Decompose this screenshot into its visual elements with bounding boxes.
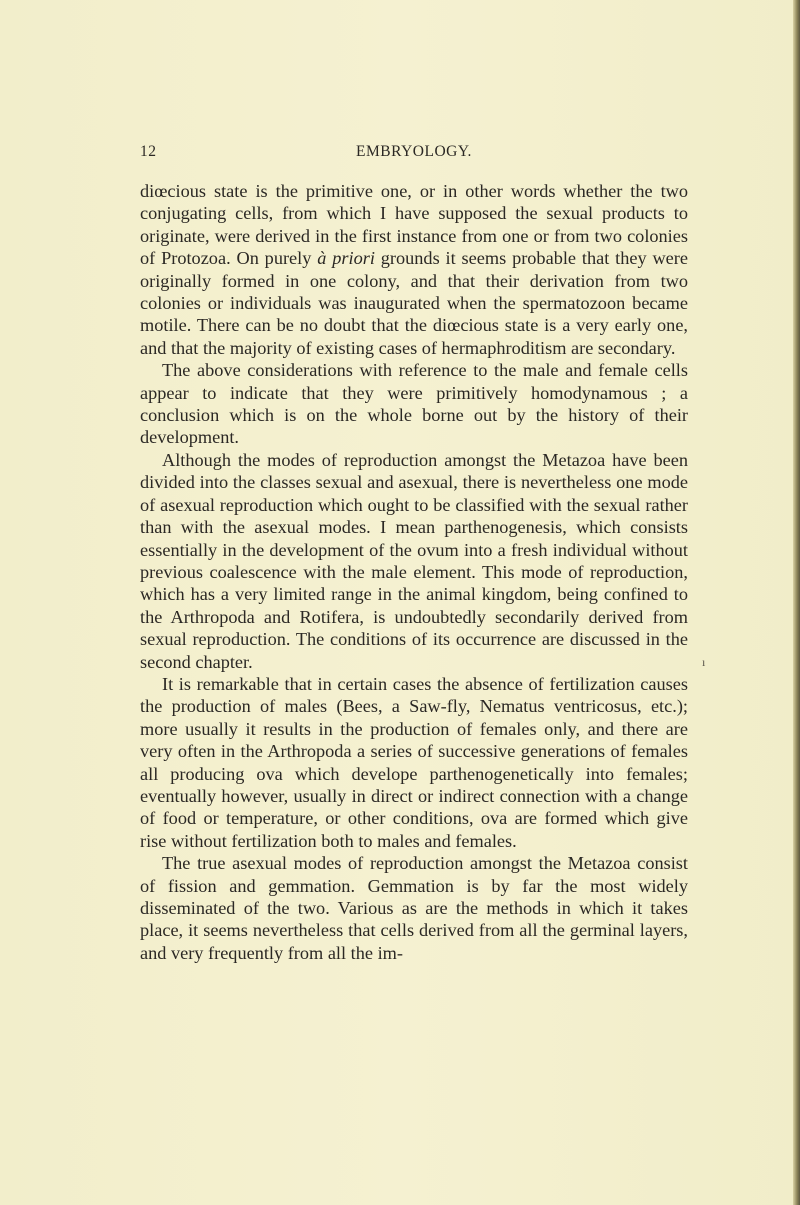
paragraph-1-text-b: grounds it seems probable that they were originally formed in one colony, and that their derivation from two colonies or individuals was inaugurated when the spermatozoon became motile. There can be no doubt that the diœcious state is a very early one, and that the majority of existing cases of hermaphroditism are secondary. bbox=[140, 248, 688, 358]
paragraph-5: The true asexual modes of reproduction amongst the Metazoa consist of fission and gemmation. Gemmation is by far the most widely disseminated of the two. Various as are the methods in which it takes place, it seems nevertheless that cells derived from all the germinal layers, and very frequently from all the im- bbox=[140, 853, 688, 963]
margin-mark: ı bbox=[702, 655, 706, 669]
paragraph-3: Although the modes of reproduction amongst the Metazoa have been divided into the classes sexual and asexual, there is nevertheless one mode of asexual reproduction which ought to be classified with the sexual rather than with the asexual modes. I mean parthenogenesis, which consists essentially in the development of the ovum into a fresh individual without previous coalescence with the male element. This mode of reproduction, which has a very limited range in the animal kingdom, being confined to the Arthropoda and Rotifera, is undoubtedly secondarily derived from sexual reproduction. The conditions of its occurrence are discussed in the second chapter. bbox=[140, 449, 688, 672]
paragraph-1-text-a: diœcious state is the primitive one, or in other words whether the two conjugating cells, from which I have supposed the sexual products to originate, were derived in the first instance from one or from two colonies of Protozoa. On purely bbox=[140, 181, 688, 269]
body-text bbox=[140, 180, 688, 964]
running-title: EMBRYOLOGY. bbox=[356, 143, 472, 160]
page-number: 12 bbox=[140, 143, 157, 160]
italic-phrase: à priori bbox=[317, 248, 375, 269]
paragraph-1 bbox=[140, 180, 688, 359]
page-edge-shadow bbox=[793, 0, 800, 1205]
paragraph-2: The above considerations with reference to the male and female cells appear to indicate that they were primitively homodynamous ; a conclusion which is on the whole borne out by the history of their development. bbox=[140, 360, 688, 448]
paragraph-4: It is remarkable that in certain cases the absence of fertilization causes the production of males (Bees, a Saw-fly, Nematus ventricosus, etc.); more usually it results in the production of females only, and there are very often in the Arthropoda a series of successive generations of females all producing ova which develope parthenogenetically into females; eventually however, usually in direct or indirect connection with a change of food or temperature, or other conditions, ova are formed which give rise without fertilization both to males and females. bbox=[140, 673, 688, 851]
page-header bbox=[140, 143, 688, 163]
